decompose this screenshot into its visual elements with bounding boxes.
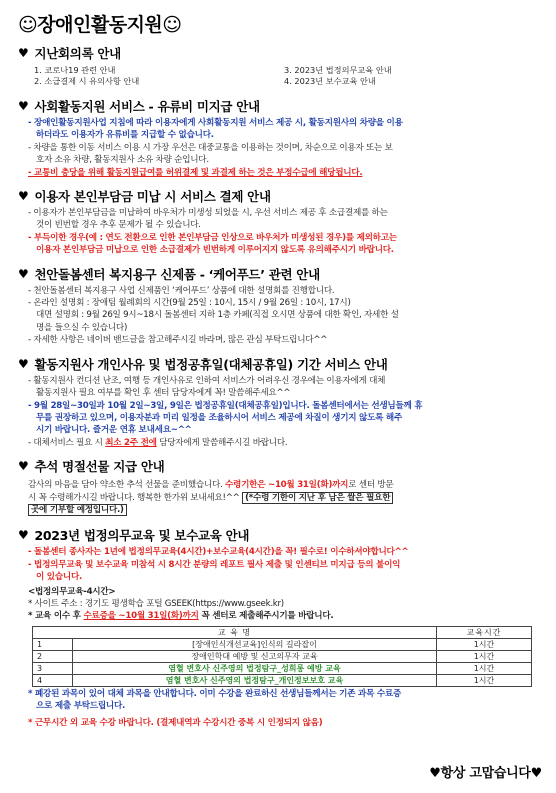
note-line: * 근무시간 외 교육 수강 바랍니다. (결제내역과 수강시간 중복 시 인정되지 않음) [28, 717, 323, 728]
title-row [18, 6, 542, 40]
list-item: 3. 2023년 법정의무교육 안내 [284, 65, 392, 75]
section-holiday-service [18, 355, 542, 449]
section-body [18, 285, 542, 347]
closing-message: ♥항상 고맙습니다♥ [429, 766, 542, 781]
heart-icon: ♥ [18, 528, 29, 543]
section-body [18, 546, 542, 622]
body-line: - 법정의무교육 및 보수교육 미참석 시 8시간 분량의 레포트 필사 제출 및 인센티브 미지급 등의 불이익 [28, 559, 401, 570]
table-cell: 4 [33, 674, 73, 686]
body-line: 곳에 기부할 예정입니다.) [28, 504, 542, 516]
section-body [18, 375, 542, 449]
table-row [33, 638, 532, 650]
body-line: 것이 빈번할 경우 추후 문제가 될 수 있습니다. [36, 220, 201, 231]
section-heading: ♥ 추석 명절선물 지급 안내 [18, 459, 165, 475]
section-heading: ♥ 이용자 본인부담금 미납 시 서비스 결제 안내 [18, 189, 271, 205]
section-heading: ♥ 2023년 법정의무교육 및 보수교육 안내 [18, 528, 250, 544]
body-line: 무를 권장하고 있으며, 이용자분과 미리 일정을 조율하시어 서비스 제공에 차질이 생기지 않도록 해주 [36, 412, 403, 423]
section-fuel-cost [18, 97, 542, 179]
table-row [33, 674, 532, 686]
body-line: 시기 바랍니다. 즐거운 연휴 보내세요~^^ [36, 425, 192, 436]
heart-icon: ♥ [18, 99, 29, 113]
table-cell: 장애인학대 예방 및 신고의무자 교육 [73, 650, 437, 662]
body-line: 명을 들으실 수 있습니다) [36, 322, 128, 333]
body-line: - 차량을 통한 이동 서비스 이용 시 가장 우선은 대중교통을 이용하는 것이며, 차순으로 이용자 또는 보 [28, 142, 393, 153]
section-body [18, 207, 542, 257]
body-line: 호자 소유 차량, 활동지원사 소유 차량 순입니다. [36, 155, 209, 166]
heart-icon: ♥ [18, 189, 29, 204]
table-cell: [장애인식개선교육]인식의 길라잡이 [73, 638, 437, 650]
table-cell: 1 [33, 638, 73, 650]
subheading: <법정의무교육-4시간> [28, 586, 116, 597]
section-heading: ♥ 지난회의록 안내 [18, 46, 121, 61]
section-heading: ♥ 사회활동지원 서비스 - 유류비 미지급 안내 [18, 99, 260, 114]
section-previous-minutes [18, 44, 542, 87]
table-cell: 1시간 [437, 638, 532, 650]
body-line: - 온라인 설명회 : 장애팀 월례회의 시간(9월 25일 : 10시, 15시 / 9월 26일 : 10시, 17시) [28, 298, 351, 309]
table-cell: 1시간 [437, 674, 532, 686]
note-line: * 폐강된 과목이 있어 대체 과목을 안내합니다. 이미 수강을 완료하신 선생님들께서는 기존 과목 수료증 [28, 688, 402, 699]
education-table [32, 626, 532, 687]
minutes-list [18, 65, 542, 87]
section-education [18, 526, 542, 729]
body-line: 시 꼭 수령해가시길 바랍니다. 행복한 한가위 보내세요!^^ (*수령 기한이 지난 후 남은 쌀은 필요한 [28, 492, 542, 504]
body-line: * 사이트 주소 : 경기도 평생학습 포털 GSEEK(https://www.gseek.kr) [28, 598, 284, 609]
table-cell: 1시간 [437, 650, 532, 662]
table-cell: 3 [33, 662, 73, 674]
heart-icon: ♥ [18, 459, 29, 474]
table-header: 교육시간 [437, 626, 532, 638]
list-item: 1. 코로나19 관련 안내 [34, 65, 116, 75]
body-line: - 이용자가 본인부담금을 미납하여 바우처가 미생성 되었을 시, 우선 서비스 제공 후 소급결제를 하는 [28, 208, 388, 219]
section-body [18, 479, 542, 516]
body-line: 이 있습니다. [36, 572, 83, 583]
body-line: - 천안돌봄센터 복지용구 사업 신제품인 ‘케어푸드’ 상품에 대한 설명회를 진행합니다. [28, 285, 335, 296]
notes [18, 688, 542, 729]
table-header-row [33, 626, 532, 638]
body-line: - 부득이한 경우(예 : 연도 전환으로 인한 본인부담금 인상으로 바우처가 미생성된 경우)를 제외하고는 [28, 232, 397, 243]
section-carefood [18, 265, 542, 347]
body-line: 하더라도 이용자가 유류비를 지급할 수 없습니다. [36, 130, 214, 141]
table-header: 교 육 명 [33, 626, 437, 638]
body-line: - 교통비 충당을 위해 활동지원급여를 허위결제 및 과결제 하는 것은 부정수급에 해당됩니다. [28, 167, 363, 178]
heart-icon: ♥ [18, 46, 29, 60]
list-item: 4. 2023년 보수교육 안내 [284, 76, 376, 86]
body-line: - 장애인활동지원사업 지침에 따라 이용자에게 사회활동지원 서비스 제공 시, 활동지원사의 차량을 이용 [28, 118, 403, 128]
body-line: - 활동지원사 컨디션 난조, 여행 등 개인사유로 인하여 서비스가 어려우신 경우에는 이용자에게 대체 [28, 375, 386, 386]
body-line: - 9월 28일~30일과 10월 2일~3일, 9일은 법정공휴일(대체공휴일)입니다. 돌봄센터에서는 선생님들께 휴 [28, 400, 423, 411]
body-line: - 자세한 사항은 네이버 밴드글을 참고해주시길 바라며, 많은 관심 부탁드립니다^^ [28, 335, 328, 346]
section-copay [18, 187, 542, 257]
table-cell: 염혈 변호사 신주영의 법정탐구_개인정보보호 교육 [73, 674, 437, 686]
table-cell: 염혈 변호사 신주영의 법정탐구_성희롱 예방 교육 [73, 662, 437, 674]
page-title: ☺장애인활동지원☺ [18, 13, 182, 36]
heart-icon: ♥ [18, 356, 29, 371]
table-cell: 2 [33, 650, 73, 662]
section-body [18, 117, 542, 179]
table-cell: 1시간 [437, 662, 532, 674]
body-line: - 대체서비스 필요 시 최소 2주 전에 담당자에게 말씀해주시길 바랍니다. [28, 437, 288, 448]
section-heading: ♥ 천안돌봄센터 복지용구 신제품 - ‘케어푸드’ 관련 안내 [18, 266, 320, 282]
body-line: - 돌봄센터 종사자는 1년에 법정의무교육(4시간)+보수교육(4시간)을 꼭! 필수로! 이수하셔야합니다^^ [28, 547, 409, 558]
section-chuseok-gift [18, 457, 542, 516]
body-line: 대면 설명회 : 9월 26일 9시~18시 돌봄센터 지하 1층 카페(직접 오시면 상품에 대한 확인, 자세한 설 [36, 310, 399, 321]
table-row [33, 650, 532, 662]
body-line: 활동지원사 필요 여부를 확인 후 센터 담당자에게 꼭! 말씀해주세요^^ [36, 388, 291, 399]
body-line: 감사의 마음을 담아 약소한 추석 선물을 준비했습니다. 수령기한은 ~10월 31일(화)까지로 센터 방문 [28, 480, 394, 491]
body-line: 이용자 본인부담금 미납으로 인한 소급결제가 빈번하게 이루어지지 않도록 유의해주시기 바랍니다. [36, 245, 394, 256]
heart-icon: ♥ [18, 266, 29, 281]
table-row [33, 662, 532, 674]
note-line: 으로 제출 부탁드립니다. [36, 701, 126, 712]
list-item: 2. 소급결제 시 유의사항 안내 [34, 76, 140, 86]
section-heading: ♥ 활동지원사 개인사유 및 법정공휴일(대체공휴일) 기간 서비스 안내 [18, 356, 388, 372]
body-line: * 교육 이수 후 수료증을 ~10월 31일(화)까지 꼭 센터로 제출해주시기를 바랍니다. [28, 611, 334, 622]
